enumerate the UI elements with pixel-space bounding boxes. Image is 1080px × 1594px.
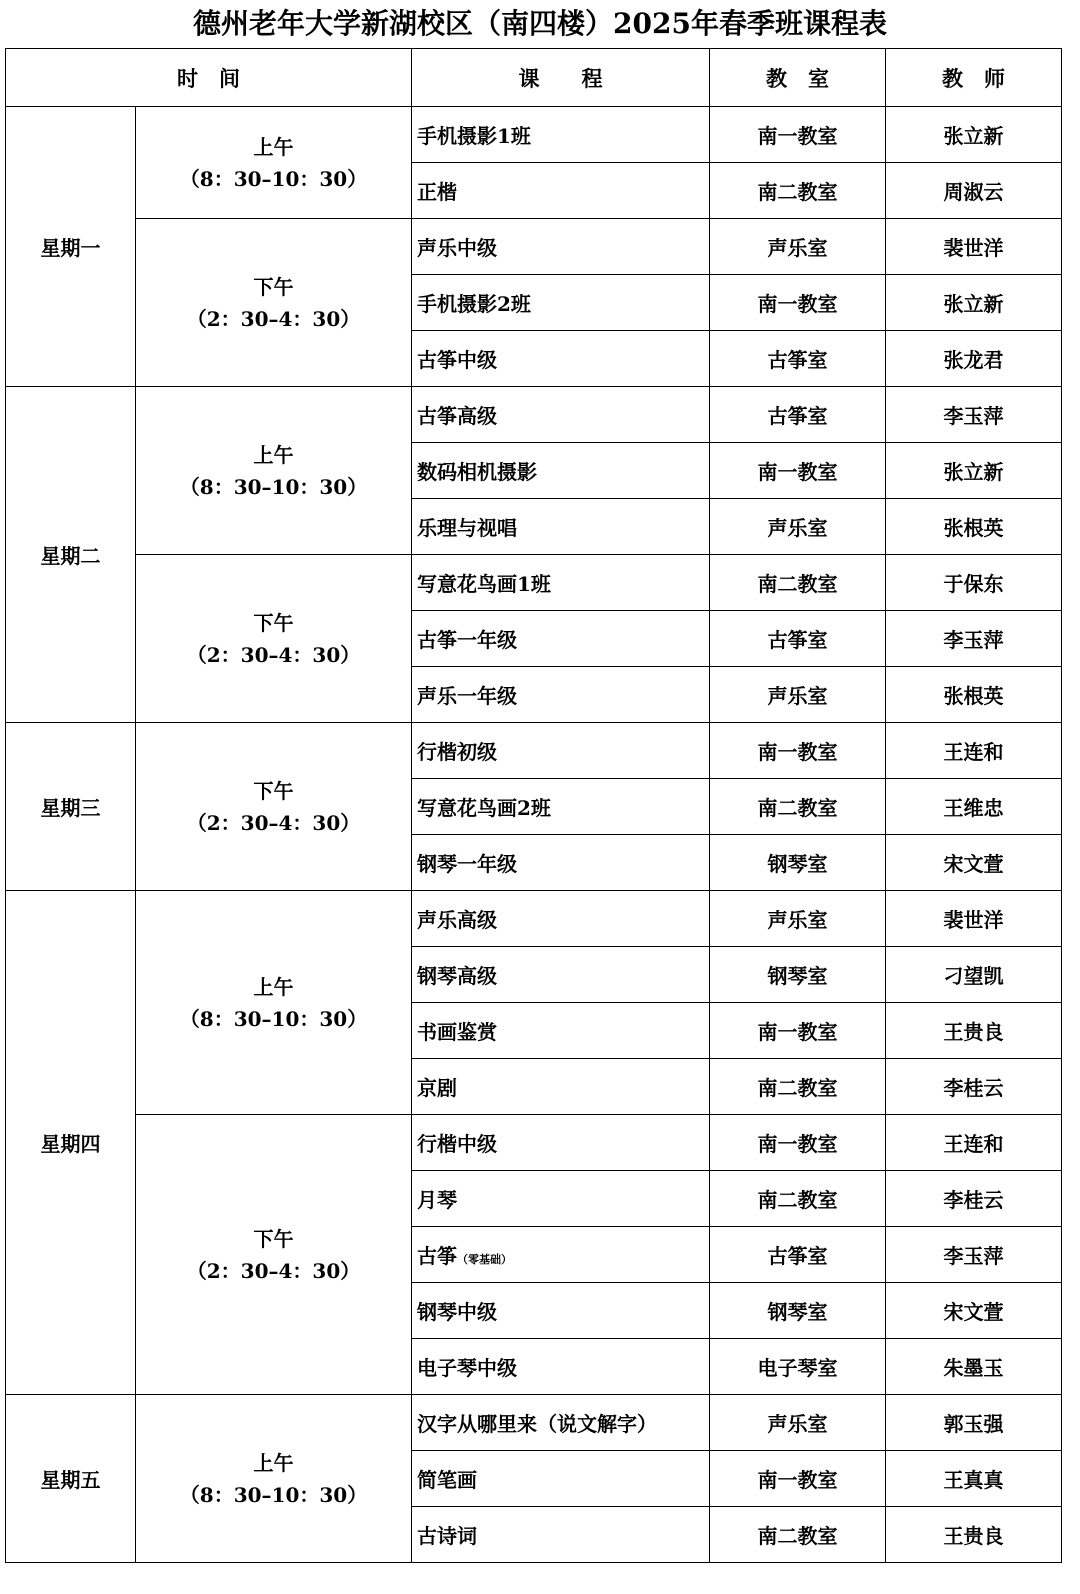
teacher-cell: 宋文萱: [886, 835, 1062, 891]
teacher-cell: 李玉萍: [886, 611, 1062, 667]
period-cell: [136, 107, 412, 219]
course-name: 乐理与视唱: [417, 516, 517, 540]
table-row: [6, 1395, 1062, 1451]
course-cell: [412, 611, 710, 667]
header-time: 时 间: [6, 49, 412, 107]
teacher-cell: 裴世洋: [886, 219, 1062, 275]
period-cell: [136, 723, 412, 891]
room-cell: 古筝室: [710, 1227, 886, 1283]
course-name: 古筝中级: [417, 348, 497, 372]
teacher-cell: 王贵良: [886, 1003, 1062, 1059]
course-name: 写意花鸟画2班: [417, 796, 551, 820]
teacher-cell: 李玉萍: [886, 1227, 1062, 1283]
teacher-cell: 裴世洋: [886, 891, 1062, 947]
table-row: [6, 1115, 1062, 1171]
course-cell: [412, 443, 710, 499]
course-name: 声乐中级: [417, 236, 497, 260]
room-cell: 南一教室: [710, 275, 886, 331]
teacher-cell: 于保东: [886, 555, 1062, 611]
schedule-body: [6, 107, 1062, 1563]
page-title: 德州老年大学新湖校区（南四楼）2025年春季班课程表: [193, 7, 887, 40]
day-cell: 星期二: [6, 387, 136, 723]
table-row: [6, 891, 1062, 947]
period-cell: [136, 891, 412, 1115]
room-cell: 电子琴室: [710, 1339, 886, 1395]
course-name: 古筝: [417, 1244, 457, 1268]
course-cell: [412, 1115, 710, 1171]
room-cell: 南二教室: [710, 779, 886, 835]
room-cell: 南二教室: [710, 1507, 886, 1563]
course-name: 汉字从哪里来（说文解字）: [417, 1412, 657, 1436]
room-cell: 钢琴室: [710, 1283, 886, 1339]
course-cell: [412, 275, 710, 331]
course-name: 古筝高级: [417, 404, 497, 428]
room-cell: 南二教室: [710, 555, 886, 611]
course-name: 京剧: [417, 1076, 457, 1100]
course-cell: [412, 891, 710, 947]
period-label: 上午: [253, 442, 294, 467]
period-time: （8：30–10：30）: [179, 1006, 368, 1031]
header-teacher: 教 师: [886, 49, 1062, 107]
period-label: 下午: [253, 1226, 294, 1251]
room-cell: 南一教室: [710, 723, 886, 779]
period-time: （2：30–4：30）: [186, 306, 361, 331]
teacher-cell: 王真真: [886, 1451, 1062, 1507]
teacher-cell: 张根英: [886, 667, 1062, 723]
room-cell: 南一教室: [710, 1003, 886, 1059]
period-cell: [136, 387, 412, 555]
room-cell: 声乐室: [710, 1395, 886, 1451]
room-cell: 声乐室: [710, 891, 886, 947]
room-cell: 南一教室: [710, 443, 886, 499]
course-cell: [412, 163, 710, 219]
room-cell: 南一教室: [710, 107, 886, 163]
course-name: 声乐一年级: [417, 684, 517, 708]
period-time: （2：30–4：30）: [186, 1258, 361, 1283]
course-name: 手机摄影1班: [417, 124, 531, 148]
period-time: （2：30–4：30）: [186, 642, 361, 667]
teacher-cell: 张龙君: [886, 331, 1062, 387]
course-name: 古筝一年级: [417, 628, 517, 652]
teacher-cell: 朱墨玉: [886, 1339, 1062, 1395]
course-cell: [412, 1003, 710, 1059]
course-name: 行楷初级: [417, 740, 497, 764]
table-row: [6, 387, 1062, 443]
course-cell: [412, 1059, 710, 1115]
period-label: 下午: [253, 274, 294, 299]
room-cell: 南一教室: [710, 1115, 886, 1171]
table-row: [6, 723, 1062, 779]
room-cell: 古筝室: [710, 387, 886, 443]
teacher-cell: 周淑云: [886, 163, 1062, 219]
course-name: 电子琴中级: [417, 1356, 517, 1380]
room-cell: 南二教室: [710, 163, 886, 219]
room-cell: 南二教室: [710, 1059, 886, 1115]
period-label: 下午: [253, 610, 294, 635]
teacher-cell: 张根英: [886, 499, 1062, 555]
day-cell: 星期四: [6, 891, 136, 1395]
room-cell: 钢琴室: [710, 835, 886, 891]
room-cell: 古筝室: [710, 611, 886, 667]
teacher-cell: 李桂云: [886, 1059, 1062, 1115]
course-name: 手机摄影2班: [417, 292, 531, 316]
course-name: 数码相机摄影: [417, 460, 537, 484]
room-cell: 声乐室: [710, 667, 886, 723]
course-name: 声乐高级: [417, 908, 497, 932]
course-cell: [412, 219, 710, 275]
period-cell: [136, 1115, 412, 1395]
teacher-cell: 王连和: [886, 723, 1062, 779]
course-cell: [412, 1227, 710, 1283]
course-cell: [412, 1339, 710, 1395]
period-label: 下午: [253, 778, 294, 803]
period-cell: [136, 219, 412, 387]
room-cell: 声乐室: [710, 499, 886, 555]
course-cell: [412, 555, 710, 611]
course-cell: [412, 835, 710, 891]
course-name: 写意花鸟画1班: [417, 572, 551, 596]
room-cell: 古筝室: [710, 331, 886, 387]
course-cell: [412, 1507, 710, 1563]
room-cell: 声乐室: [710, 219, 886, 275]
header-room: 教 室: [710, 49, 886, 107]
course-cell: [412, 1283, 710, 1339]
teacher-cell: 张立新: [886, 107, 1062, 163]
course-cell: [412, 331, 710, 387]
course-cell: [412, 107, 710, 163]
course-name: 钢琴一年级: [417, 852, 517, 876]
table-row: [6, 107, 1062, 163]
course-name: 古诗词: [417, 1524, 477, 1548]
course-cell: [412, 723, 710, 779]
teacher-cell: 李玉萍: [886, 387, 1062, 443]
day-cell: 星期三: [6, 723, 136, 891]
course-note: （零基础）: [457, 1253, 512, 1266]
course-cell: [412, 1171, 710, 1227]
course-cell: [412, 1395, 710, 1451]
header-row: [6, 49, 1062, 107]
period-time: （8：30–10：30）: [179, 166, 368, 191]
period-label: 上午: [253, 1450, 294, 1475]
teacher-cell: 张立新: [886, 443, 1062, 499]
room-cell: 南一教室: [710, 1451, 886, 1507]
course-name: 简笔画: [417, 1468, 477, 1492]
teacher-cell: 王连和: [886, 1115, 1062, 1171]
room-cell: 钢琴室: [710, 947, 886, 1003]
course-name: 书画鉴赏: [417, 1020, 497, 1044]
teacher-cell: 张立新: [886, 275, 1062, 331]
period-label: 上午: [253, 974, 294, 999]
teacher-cell: 郭玉强: [886, 1395, 1062, 1451]
table-row: [6, 555, 1062, 611]
course-cell: [412, 387, 710, 443]
period-time: （8：30–10：30）: [179, 474, 368, 499]
course-cell: [412, 947, 710, 1003]
day-cell: 星期一: [6, 107, 136, 387]
period-cell: [136, 1395, 412, 1563]
room-cell: 南二教室: [710, 1171, 886, 1227]
period-label: 上午: [253, 134, 294, 159]
course-name: 正楷: [417, 180, 457, 204]
day-cell: 星期五: [6, 1395, 136, 1563]
table-row: [6, 219, 1062, 275]
course-cell: [412, 499, 710, 555]
course-name: 行楷中级: [417, 1132, 497, 1156]
teacher-cell: 王维忠: [886, 779, 1062, 835]
teacher-cell: 王贵良: [886, 1507, 1062, 1563]
course-cell: [412, 667, 710, 723]
teacher-cell: 刁望凯: [886, 947, 1062, 1003]
period-cell: [136, 555, 412, 723]
course-name: 钢琴高级: [417, 964, 497, 988]
header-course: 课 程: [412, 49, 710, 107]
course-cell: [412, 779, 710, 835]
course-cell: [412, 1451, 710, 1507]
course-name: 月琴: [417, 1188, 457, 1212]
course-name: 钢琴中级: [417, 1300, 497, 1324]
teacher-cell: 宋文萱: [886, 1283, 1062, 1339]
period-time: （2：30–4：30）: [186, 810, 361, 835]
period-time: （8：30–10：30）: [179, 1482, 368, 1507]
course-schedule-table: [5, 48, 1062, 1563]
teacher-cell: 李桂云: [886, 1171, 1062, 1227]
